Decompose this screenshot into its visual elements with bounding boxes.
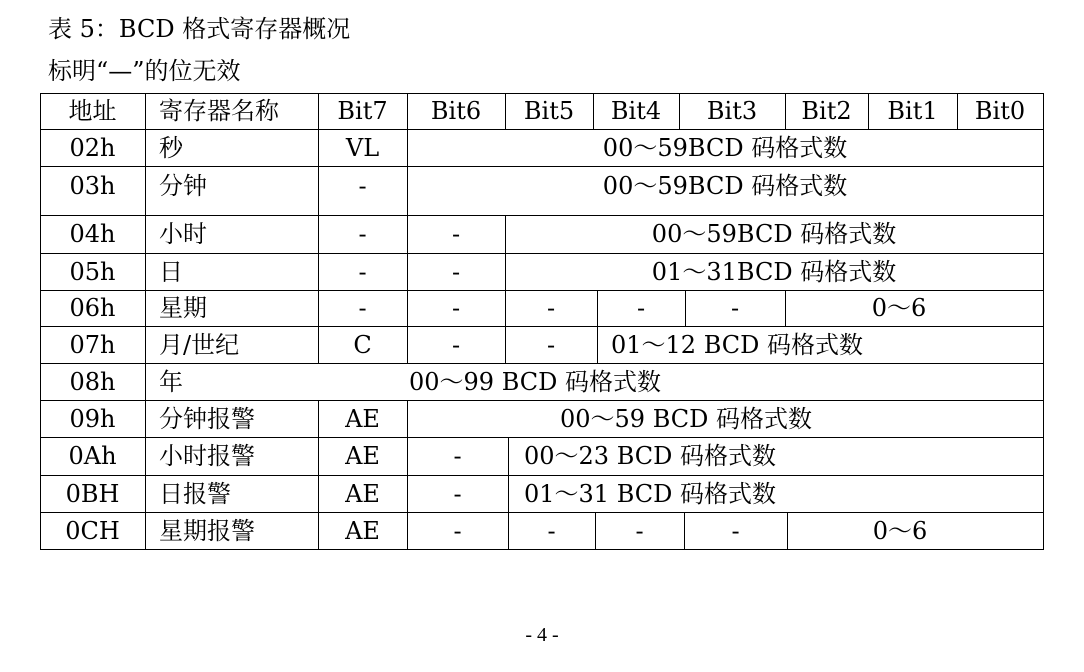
row-07h-bit7: C xyxy=(353,330,372,359)
table-caption: 表 5：BCD 格式寄存器概况 xyxy=(48,15,351,43)
row-05h-value: 01～31BCD 码格式数 xyxy=(651,257,897,286)
row-03h-address: 03h xyxy=(69,172,116,200)
row-0ch-bit4: - xyxy=(635,516,644,545)
row-07h-bit5: - xyxy=(546,330,556,359)
row-08h-name: 年 xyxy=(159,367,183,396)
row-06h-bit3: - xyxy=(730,294,740,322)
row-0ah-name: 小时报警 xyxy=(159,442,255,470)
row-06h-value: 0～6 xyxy=(871,294,927,322)
row-02h-name: 秒 xyxy=(159,133,183,162)
row-0ah-value: 00～23 BCD 码格式数 xyxy=(524,442,777,470)
row-04h-bit7: - xyxy=(358,220,367,248)
row-09h-bit7: AE xyxy=(345,404,380,433)
row-02h-value: 00～59BCD 码格式数 xyxy=(602,133,848,162)
row-04h-address: 04h xyxy=(69,220,116,248)
row-06h-name: 星期 xyxy=(159,294,207,322)
row-0ah-bit7: AE xyxy=(345,442,380,470)
row-0bh-name: 日报警 xyxy=(159,479,231,508)
row-09h-name: 分钟报警 xyxy=(159,404,255,433)
row-06h-bit4: - xyxy=(636,294,646,322)
row-0bh-bit7: AE xyxy=(345,479,380,508)
table-note: 标明“—”的位无效 xyxy=(48,57,241,85)
row-0ch-value: 0～6 xyxy=(872,516,928,545)
header-bit1: Bit1 xyxy=(887,97,938,125)
row-0bh-bit6: - xyxy=(453,479,462,508)
row-05h-address: 05h xyxy=(69,257,116,286)
header-bit6: Bit6 xyxy=(430,97,482,125)
row-0bh-value: 01～31 BCD 码格式数 xyxy=(524,479,777,508)
row-07h-address: 07h xyxy=(69,330,116,359)
header-bit3: Bit3 xyxy=(706,97,758,125)
row-04h-value: 00～59BCD 码格式数 xyxy=(651,220,897,248)
row-0ch-bit7: AE xyxy=(345,516,380,545)
row-05h-name: 日 xyxy=(159,257,183,286)
row-05h-bit6: - xyxy=(451,257,461,286)
row-03h-bit7: - xyxy=(358,172,367,200)
row-02h-address: 02h xyxy=(69,133,116,162)
row-02h-bit7: VL xyxy=(345,133,380,162)
row-08h-address: 08h xyxy=(69,367,116,396)
row-06h-bit7: - xyxy=(358,294,367,322)
row-07h-value: 01～12 BCD 码格式数 xyxy=(611,330,864,359)
row-0ch-bit6: - xyxy=(453,516,462,545)
row-0ch-bit5: - xyxy=(547,516,556,545)
row-09h-address: 09h xyxy=(69,404,116,433)
header-bit0: Bit0 xyxy=(974,97,1026,125)
header-register-name: 寄存器名称 xyxy=(159,97,279,125)
row-0ch-bit3: - xyxy=(731,516,740,545)
header-bit5: Bit5 xyxy=(523,97,575,125)
header-bit4: Bit4 xyxy=(610,97,662,125)
row-0ch-address: 0CH xyxy=(65,516,120,545)
row-09h-value: 00～59 BCD 码格式数 xyxy=(560,404,813,433)
row-07h-name: 月/世纪 xyxy=(159,330,240,359)
row-03h-value: 00～59BCD 码格式数 xyxy=(602,172,848,200)
header-bit2: Bit2 xyxy=(801,97,852,125)
row-0bh-address: 0BH xyxy=(65,479,120,508)
row-03h-name: 分钟 xyxy=(159,172,207,200)
row-04h-bit6: - xyxy=(451,220,461,248)
row-04h-name: 小时 xyxy=(159,220,207,248)
header-address: 地址 xyxy=(68,97,117,125)
row-08h-value: 00～99 BCD 码格式数 xyxy=(408,367,662,396)
row-0ch-name: 星期报警 xyxy=(159,516,255,545)
row-07h-bit6: - xyxy=(451,330,461,359)
row-05h-bit7: - xyxy=(358,257,367,286)
row-06h-bit6: - xyxy=(451,294,461,322)
row-06h-address: 06h xyxy=(69,294,116,322)
row-0ah-bit6: - xyxy=(453,442,462,470)
row-06h-bit5: - xyxy=(546,294,556,322)
page-number: - 4 - xyxy=(525,624,559,646)
header-bit7: Bit7 xyxy=(337,97,388,125)
row-0ah-address: 0Ah xyxy=(68,442,117,470)
